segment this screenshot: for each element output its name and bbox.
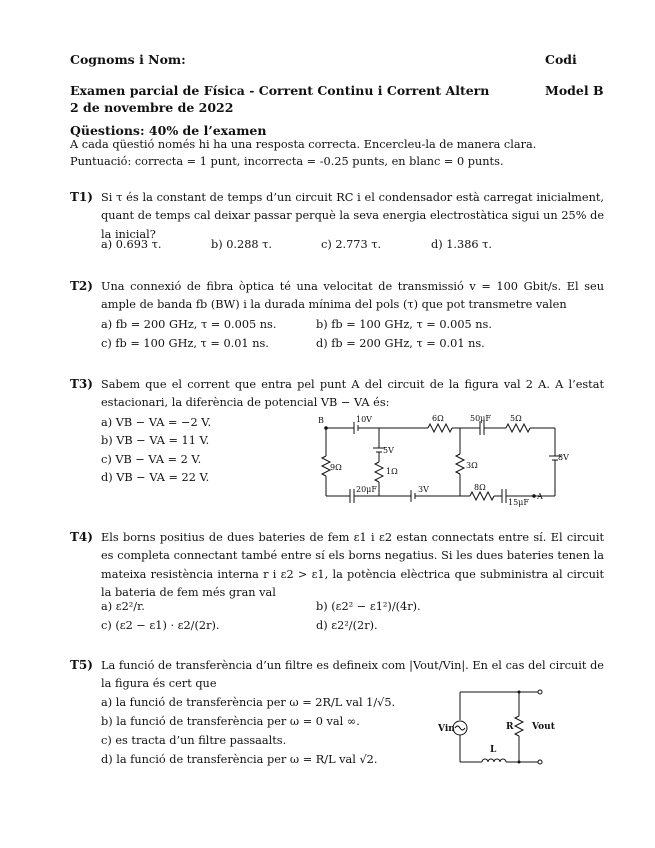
option-d[interactable]: d) ε2²/(2r). <box>316 619 378 632</box>
resistor-1ohm-label: 1Ω <box>386 467 398 476</box>
resistor-3ohm-label: 3Ω <box>466 461 478 470</box>
battery-8v-label: 8V <box>558 453 569 462</box>
question-label: T5) <box>70 658 93 672</box>
circuit-diagram-t3-drawing <box>312 412 612 514</box>
capacitor-15uf-label: 15μF <box>508 498 529 507</box>
resistor-8ohm-label: 8Ω <box>474 483 486 492</box>
option-a[interactable]: a) ε2²/r. <box>101 600 145 613</box>
exam-date: 2 de novembre de 2022 <box>70 100 234 115</box>
option-a[interactable]: a) fb = 200 GHz, τ = 0.005 ns. <box>101 318 277 331</box>
option-d[interactable]: d) VB − VA = 22 V. <box>101 471 210 484</box>
option-b[interactable]: b) (ε2² − ε1²)/(4r). <box>316 600 421 613</box>
circuit-diagram-t5 <box>436 686 556 770</box>
resistor-6ohm-label: 6Ω <box>432 414 444 423</box>
resistor-9ohm-label: 9Ω <box>330 463 342 472</box>
option-b[interactable]: b) la funció de transferència per ω = 0 val ∞. <box>101 715 360 728</box>
vin-label: Vin <box>438 724 455 734</box>
battery-5v-label: 5V <box>383 446 394 455</box>
instructions-line-1: A cada qüestió només hi ha una resposta correcta. Encercleu-la de manera clara. <box>70 138 537 151</box>
question-text: Els borns positius de dues bateries de fem ε1 i ε2 estan connectats entre sí. El circuit es completa connectant també entre sí els borns negatius. Si les dues bateries tenen la mateixa resistència interna r i ε2 > ε1, la potència elèctrica que subministra al circuit la bateria de fem més gran val <box>101 531 604 600</box>
instructions-title: Qüestions: 40% de l’examen <box>70 123 267 138</box>
option-c[interactable]: c) 2.773 τ. <box>321 238 382 251</box>
option-a[interactable]: a) VB − VA = −2 V. <box>101 416 212 429</box>
exam-title: Examen parcial de Física - Corrent Continu i Corrent Altern <box>70 83 490 98</box>
capacitor-50uf-label: 50μF <box>470 414 491 423</box>
option-d[interactable]: d) fb = 200 GHz, τ = 0.01 ns. <box>316 337 485 350</box>
resistor-5ohm-label: 5Ω <box>510 414 522 423</box>
battery-3v-label: 3V <box>418 485 429 494</box>
model-label: Model B <box>545 83 604 98</box>
instructions-line-2: Puntuació: correcta = 1 punt, incorrecta = -0.25 punts, en blanc = 0 punts. <box>70 155 504 168</box>
question-text: Una connexió de fibra òptica té una velocitat de transmissió v = 100 Gbit/s. El seu ample de banda fb (BW) i la durada mínima del pols (τ) que pot transmetre valen <box>101 280 604 312</box>
question-label: T2) <box>70 279 93 293</box>
option-d[interactable]: d) 1.386 τ. <box>431 238 493 251</box>
capacitor-20uf-label: 20μF <box>356 485 377 494</box>
question-label: T4) <box>70 530 93 544</box>
node-a-label: A <box>537 492 543 501</box>
battery-10v-label: 10V <box>356 415 372 424</box>
resistor-r-label: R <box>506 722 514 732</box>
option-b[interactable]: b) VB − VA = 11 V. <box>101 434 210 447</box>
option-b[interactable]: b) fb = 100 GHz, τ = 0.005 ns. <box>316 318 492 331</box>
option-a[interactable]: a) la funció de transferència per ω = 2R/L val 1/√5. <box>101 696 396 709</box>
name-label: Cognoms i Nom: <box>70 52 186 67</box>
inductor-l-label: L <box>490 745 497 755</box>
option-c[interactable]: c) VB − VA = 2 V. <box>101 453 202 466</box>
code-label: Codi <box>545 52 577 67</box>
question-label: T3) <box>70 377 93 391</box>
question-text: Sabem que el corrent que entra pel punt A del circuit de la figura val 2 A. A l’estat estacionari, la diferència de potencial VB − VA és: <box>101 378 604 410</box>
option-c[interactable]: c) fb = 100 GHz, τ = 0.01 ns. <box>101 337 269 350</box>
node-b-label: B <box>318 416 324 425</box>
option-b[interactable]: b) 0.288 τ. <box>211 238 273 251</box>
question-text: La funció de transferència d’un filtre es defineix com |Vout/Vin|. En el cas del circuit de la figura és cert que <box>101 659 604 691</box>
option-d[interactable]: d) la funció de transferència per ω = R/L val √2. <box>101 753 378 766</box>
option-c[interactable]: c) es tracta d’un filtre passaalts. <box>101 734 287 747</box>
option-c[interactable]: c) (ε2 − ε1) · ε2/(2r). <box>101 619 220 632</box>
question-label: T1) <box>70 190 93 204</box>
question-text: Si τ és la constant de temps d’un circuit RC i el condensador està carregat inicialment, quant de temps cal deixar passar perquè la seva energia electrostàtica sigui un 25% de la inicial? <box>101 191 604 241</box>
option-a[interactable]: a) 0.693 τ. <box>101 238 162 251</box>
vout-label: Vout <box>532 722 555 732</box>
